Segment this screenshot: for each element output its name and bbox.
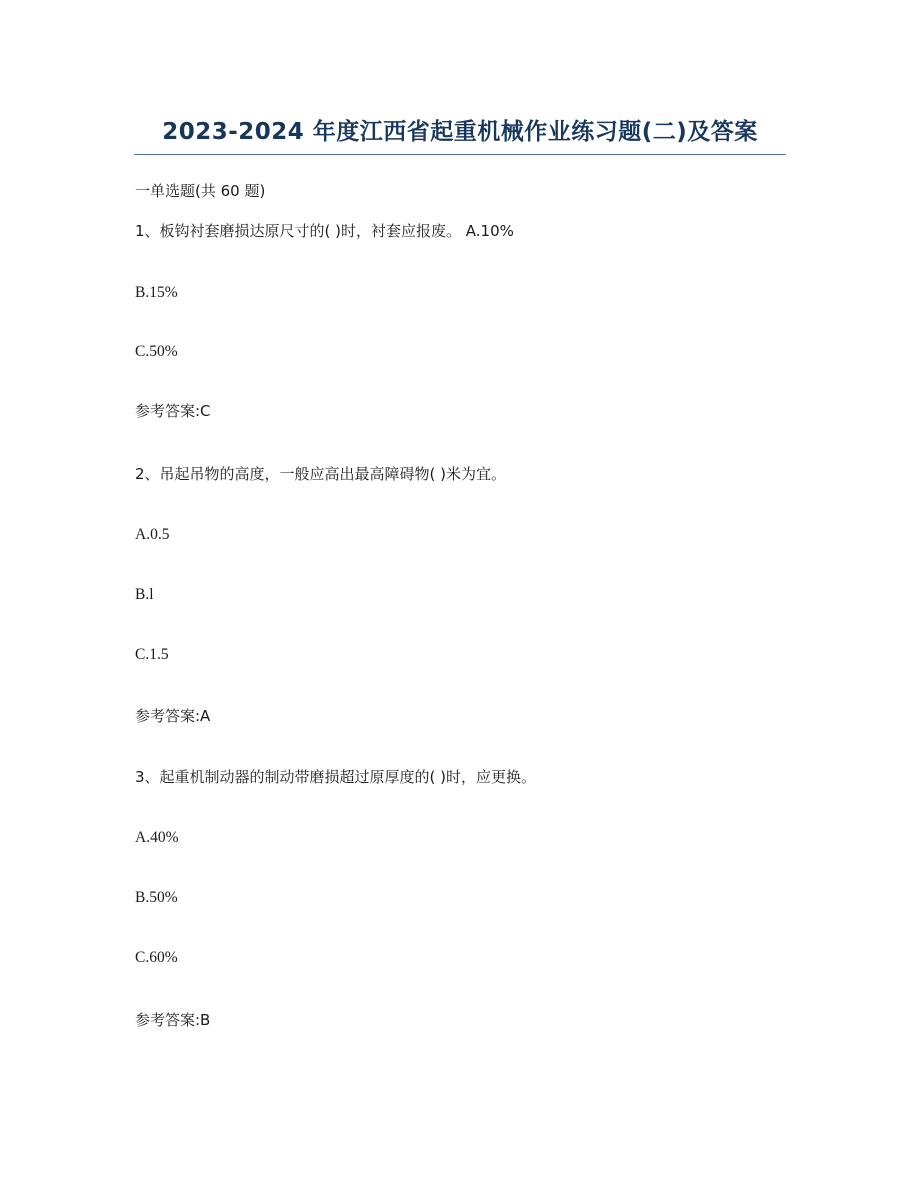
question-1-answer: 参考答案:C	[135, 402, 211, 420]
question-2-option-c: C.1.5	[135, 646, 169, 663]
question-1-option-b: B.15%	[135, 284, 178, 301]
question-1-option-c: C.50%	[135, 343, 178, 360]
section-heading: 一单选题(共 60 题)	[135, 182, 266, 200]
question-2-option-b: B.l	[135, 586, 154, 603]
question-2-answer: 参考答案:A	[135, 707, 211, 725]
question-3-option-a: A.40%	[135, 829, 179, 846]
question-3-option-c: C.60%	[135, 949, 178, 966]
question-3-answer: 参考答案:B	[135, 1011, 211, 1029]
question-2-stem: 2、吊起吊物的高度，一般应高出最高障碍物( )米为宜。	[135, 465, 507, 483]
question-3-option-b: B.50%	[135, 889, 178, 906]
document-title: 2023-2024 年度江西省起重机械作业练习题(二)及答案	[162, 119, 758, 145]
question-1-stem: 1、板钩衬套磨损达原尺寸的( )时，衬套应报废。 A.10%	[135, 222, 514, 240]
title-divider	[134, 154, 786, 155]
question-2-option-a: A.0.5	[135, 526, 170, 543]
question-3-stem: 3、起重机制动器的制动带磨损超过原厚度的( )时，应更换。	[135, 768, 537, 786]
